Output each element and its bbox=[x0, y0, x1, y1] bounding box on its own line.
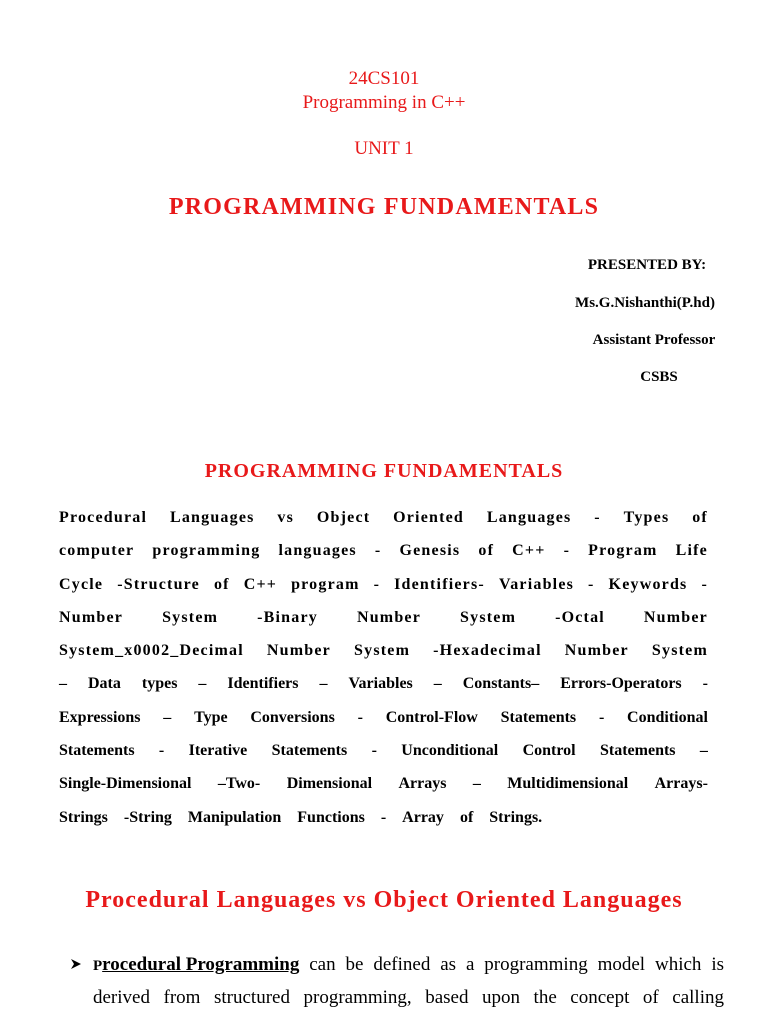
paragraph-word: structured bbox=[213, 987, 290, 1009]
syllabus-word: – bbox=[433, 675, 442, 693]
syllabus-word: Genesis bbox=[399, 542, 461, 560]
paragraph-word: can bbox=[309, 954, 336, 975]
syllabus-word: – bbox=[319, 675, 328, 693]
paragraph-word: programming, bbox=[303, 987, 412, 1009]
paragraph-word: derived bbox=[93, 987, 150, 1009]
presenter-name: Ms.G.Nishanthi(P.hd) bbox=[575, 295, 715, 311]
syllabus-word: of bbox=[213, 575, 230, 593]
syllabus-word: Manipulation bbox=[187, 808, 282, 826]
syllabus-word: Number bbox=[564, 642, 629, 660]
paragraph-word: concept bbox=[570, 987, 630, 1009]
syllabus-word: Conversions bbox=[250, 708, 335, 726]
syllabus-word: - bbox=[158, 742, 165, 760]
paragraph-word: be bbox=[345, 954, 364, 975]
syllabus-word: of bbox=[459, 808, 474, 826]
syllabus-line bbox=[59, 574, 708, 607]
syllabus-word: –Two- bbox=[217, 775, 261, 793]
syllabus-word: -Binary bbox=[257, 608, 318, 626]
syllabus-word: Arrays bbox=[398, 775, 447, 793]
syllabus-word: – bbox=[699, 742, 708, 760]
paragraph-word: upon bbox=[482, 987, 521, 1009]
syllabus-word: - bbox=[594, 509, 601, 526]
syllabus-line bbox=[59, 673, 708, 706]
syllabus-word: Number bbox=[643, 608, 708, 626]
section-title: Procedural Languages vs Object Oriented Languages bbox=[85, 887, 683, 913]
syllabus-word: C++ bbox=[512, 542, 546, 560]
syllabus-word: Array bbox=[402, 808, 444, 826]
syllabus-word: – bbox=[198, 675, 207, 693]
syllabus-word: -Hexadecimal bbox=[433, 642, 542, 660]
syllabus-word: System bbox=[651, 642, 708, 660]
syllabus-word: program bbox=[291, 575, 360, 593]
syllabus-word: - bbox=[373, 575, 381, 593]
syllabus-word: languages bbox=[278, 542, 357, 560]
syllabus-word: Statements bbox=[59, 742, 135, 760]
syllabus-word: – bbox=[472, 775, 481, 793]
syllabus-word: System bbox=[354, 642, 411, 660]
paragraph-word: programming bbox=[484, 954, 588, 975]
syllabus-word: Control-Flow bbox=[385, 708, 478, 726]
syllabus-text bbox=[59, 507, 708, 840]
syllabus-word: of bbox=[478, 542, 495, 560]
syllabus-word: Control bbox=[522, 742, 576, 760]
syllabus-word: - bbox=[357, 708, 363, 726]
syllabus-word: Errors-Operators bbox=[560, 675, 682, 693]
syllabus-title: PROGRAMMING FUNDAMENTALS bbox=[204, 460, 564, 482]
syllabus-word: -String bbox=[123, 808, 172, 826]
syllabus-line bbox=[59, 640, 708, 673]
syllabus-word: System_x0002_Decimal bbox=[59, 642, 244, 660]
syllabus-word: Iterative bbox=[188, 742, 248, 760]
arrow-bullet-icon bbox=[70, 953, 82, 970]
syllabus-word: Number bbox=[266, 642, 331, 660]
syllabus-word: Object bbox=[316, 509, 371, 526]
presenter-label: PRESENTED BY: bbox=[587, 257, 707, 273]
syllabus-word: - bbox=[702, 675, 708, 693]
presenter-department: CSBS bbox=[640, 369, 678, 385]
syllabus-word: - bbox=[701, 575, 708, 593]
presenter-designation: Assistant Professor bbox=[592, 332, 716, 348]
syllabus-word: System bbox=[460, 608, 517, 626]
paragraph-word: is bbox=[711, 954, 724, 975]
syllabus-word: - bbox=[371, 742, 377, 760]
syllabus-word: - bbox=[588, 575, 595, 593]
paragraph-word: the bbox=[533, 987, 557, 1009]
syllabus-word: System bbox=[162, 608, 219, 626]
syllabus-word: - bbox=[563, 542, 571, 560]
syllabus-word: – bbox=[59, 675, 67, 693]
syllabus-word: Oriented bbox=[393, 509, 465, 526]
syllabus-word: Single-Dimensional bbox=[59, 775, 192, 793]
syllabus-word: Variables bbox=[348, 675, 413, 693]
syllabus-word: Number bbox=[356, 608, 422, 626]
syllabus-word: Statements bbox=[500, 708, 577, 726]
syllabus-word: Strings. bbox=[489, 808, 543, 826]
syllabus-word: Types bbox=[623, 509, 670, 526]
syllabus-word: - bbox=[374, 542, 382, 560]
syllabus-word: Conditional bbox=[627, 708, 708, 726]
paragraph-word: calling bbox=[672, 987, 724, 1009]
paragraph-word: of bbox=[642, 987, 659, 1009]
syllabus-word: Variables bbox=[498, 575, 575, 593]
syllabus-line bbox=[59, 740, 708, 773]
lead-term: Procedural Programming bbox=[93, 954, 300, 975]
syllabus-word: – bbox=[163, 708, 172, 726]
syllabus-word: Cycle bbox=[59, 575, 104, 593]
page-title: PROGRAMMING FUNDAMENTALS bbox=[168, 194, 600, 220]
paragraph-word: model bbox=[597, 954, 646, 975]
definition-paragraph bbox=[93, 953, 724, 1020]
syllabus-word: Functions bbox=[297, 808, 365, 826]
syllabus-word: types bbox=[141, 675, 178, 693]
syllabus-word: of bbox=[692, 509, 708, 526]
syllabus-word: Life bbox=[675, 542, 708, 560]
syllabus-line bbox=[59, 607, 708, 640]
syllabus-word: C++ bbox=[243, 575, 278, 593]
syllabus-word: -Octal bbox=[555, 608, 605, 626]
paragraph-word: a bbox=[465, 954, 475, 975]
syllabus-word: Program bbox=[588, 542, 658, 560]
syllabus-word: Statements bbox=[599, 742, 676, 760]
syllabus-word: Constants– bbox=[462, 675, 540, 693]
syllabus-word: Strings bbox=[59, 808, 108, 826]
paragraph-word: as bbox=[440, 954, 457, 975]
course-code: 24CS101 bbox=[348, 68, 420, 89]
syllabus-word: -Structure bbox=[117, 575, 200, 593]
paragraph-word: which bbox=[654, 954, 702, 975]
syllabus-word: Number bbox=[59, 608, 124, 626]
course-name: Programming in C++ bbox=[302, 92, 466, 113]
syllabus-word: Identifiers bbox=[227, 675, 299, 693]
syllabus-word: Unconditional bbox=[401, 742, 499, 760]
syllabus-word: - bbox=[598, 708, 605, 726]
syllabus-line bbox=[59, 773, 708, 806]
syllabus-line bbox=[59, 807, 708, 840]
syllabus-word: Languages bbox=[169, 509, 255, 526]
syllabus-word: Arrays- bbox=[654, 775, 708, 793]
syllabus-word: computer bbox=[59, 542, 135, 560]
syllabus-word: Identifiers- bbox=[394, 575, 485, 593]
syllabus-word: Data bbox=[87, 675, 121, 693]
unit-label: UNIT 1 bbox=[354, 138, 414, 159]
syllabus-word: - bbox=[380, 808, 387, 826]
paragraph-word: defined bbox=[373, 954, 431, 975]
syllabus-line bbox=[59, 507, 708, 540]
syllabus-word: Languages bbox=[486, 509, 572, 526]
syllabus-word: Statements bbox=[271, 742, 348, 760]
syllabus-word: Dimensional bbox=[286, 775, 373, 793]
syllabus-word: Keywords bbox=[608, 575, 688, 593]
syllabus-line bbox=[59, 540, 708, 573]
syllabus-word: Type bbox=[194, 708, 228, 726]
paragraph-word: from bbox=[163, 987, 201, 1009]
syllabus-word: Procedural bbox=[59, 509, 148, 526]
syllabus-line bbox=[59, 707, 708, 740]
syllabus-word: programming bbox=[152, 542, 261, 560]
syllabus-word: vs bbox=[277, 509, 295, 526]
paragraph-word: based bbox=[425, 987, 469, 1009]
syllabus-word: Expressions bbox=[59, 708, 141, 726]
syllabus-word: Multidimensional bbox=[507, 775, 629, 793]
